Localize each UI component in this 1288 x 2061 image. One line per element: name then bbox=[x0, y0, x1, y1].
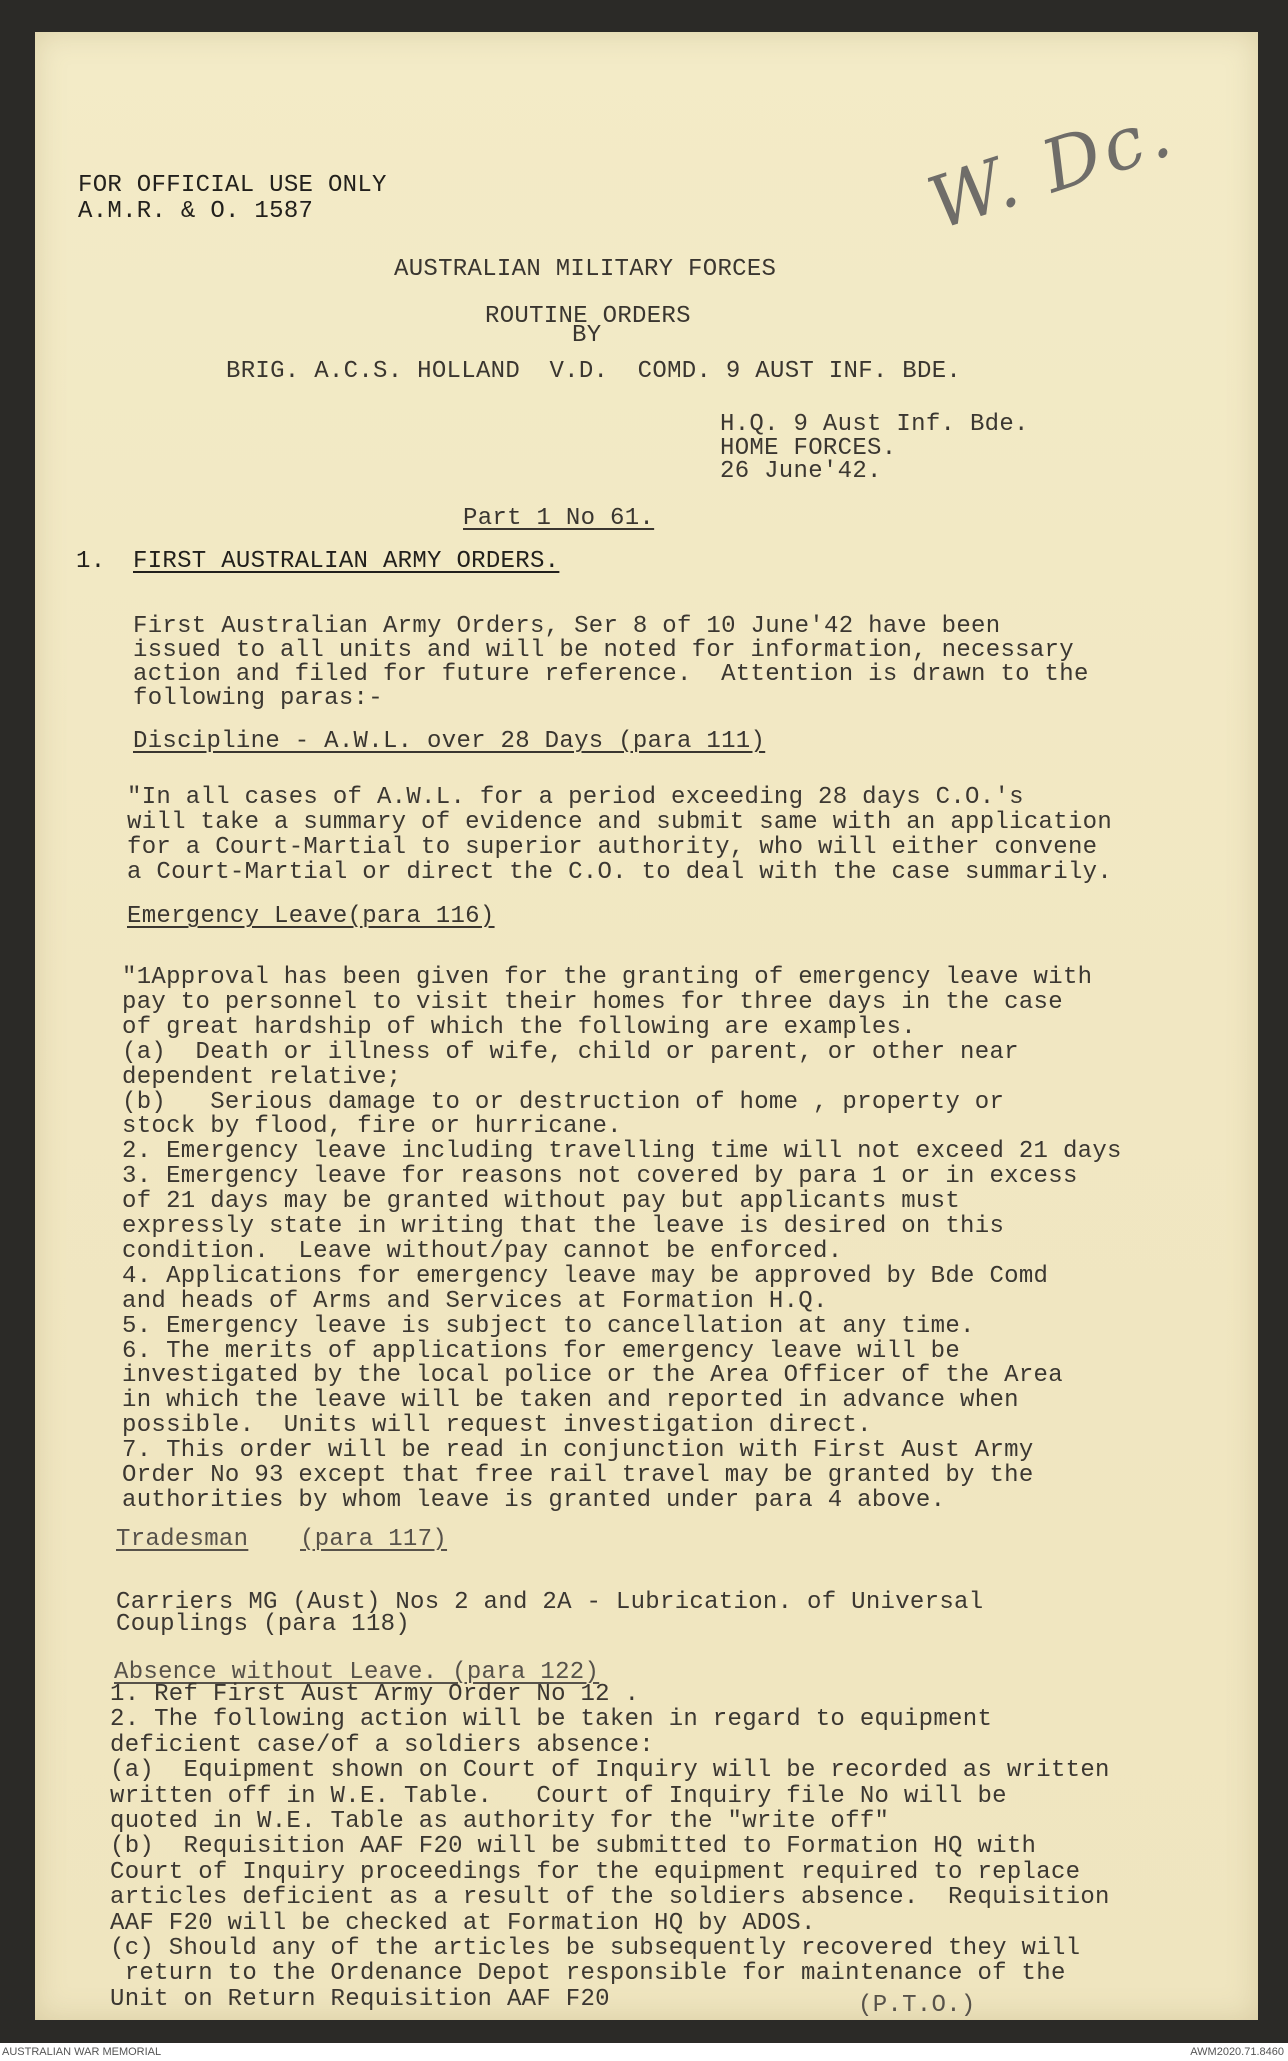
text-line: "1Approval has been given for the granting of emergency leave with bbox=[122, 964, 1093, 991]
text-line: investigated by the local police or the Area Officer of the Area bbox=[122, 1362, 1063, 1390]
text-line: "In all cases of A.W.L. for a period exceeding 28 days C.O.'s bbox=[127, 784, 1024, 811]
text-line: articles deficient as a result of the soldiers absence. Requisition bbox=[110, 1884, 1110, 1912]
text-line: 2. The following action will be taken in regard to equipment bbox=[110, 1706, 993, 1734]
text-line: issued to all units and will be noted for information, necessary bbox=[133, 637, 1074, 664]
text-line: 1. Ref First Aust Army Order No 12 . bbox=[110, 1681, 640, 1708]
section-number: 1. bbox=[76, 548, 106, 575]
text-line: 7. This order will be read in conjunction with First Aust Army bbox=[122, 1437, 1034, 1465]
text-line: for a Court-Martial to superior authority, who will either convene bbox=[127, 834, 1098, 861]
text-line: 4. Applications for emergency leave may be approved by Bde Comd bbox=[122, 1262, 1049, 1290]
text-line: condition. Leave without/pay cannot be enforced. bbox=[122, 1237, 843, 1265]
text-line: (c) Should any of the articles be subsequently recovered they will bbox=[110, 1935, 1081, 1962]
text-line: written off in W.E. Table. Court of Inquiry file No will be bbox=[110, 1782, 1007, 1810]
text-line: (a) Equipment shown on Court of Inquiry will be recorded as written bbox=[110, 1757, 1110, 1785]
text-line: possible. Units will request investigation direct. bbox=[122, 1412, 872, 1440]
text-line: Couplings (para 118) bbox=[116, 1611, 411, 1638]
document-reference: A.M.R. & O. 1587 bbox=[78, 198, 314, 225]
text-line: return to the Ordenance Depot responsible for maintenance of the bbox=[110, 1960, 1066, 1988]
tradesman-heading: Tradesman bbox=[116, 1526, 249, 1553]
text-line: 3. Emergency leave for reasons not covered by para 1 or in excess bbox=[122, 1163, 1078, 1191]
forces-title: AUSTRALIAN MILITARY FORCES bbox=[394, 256, 777, 283]
text-line: (a) Death or illness of wife, child or parent, or other near bbox=[122, 1038, 1019, 1066]
text-line: authorities by whom leave is granted under para 4 above. bbox=[122, 1486, 946, 1514]
text-line: expressly state in writing that the leave is desired on this bbox=[122, 1213, 1005, 1240]
text-line: First Australian Army Orders, Ser 8 of 10 June'42 have been bbox=[133, 613, 1001, 640]
text-line: of 21 days may be granted without pay but applicants must bbox=[122, 1188, 961, 1216]
commander-line: BRIG. A.C.S. HOLLAND V.D. COMD. 9 AUST INF. BDE. bbox=[226, 358, 962, 385]
part-number: Part 1 No 61. bbox=[463, 505, 655, 532]
absence-heading: Absence without Leave. (para 122) bbox=[114, 1659, 600, 1686]
text-line: stock by flood, fire or hurricane. bbox=[122, 1113, 622, 1141]
text-line: of great hardship of which the following are examples. bbox=[122, 1013, 916, 1041]
text-line: pay to personnel to visit their homes for three days in the case bbox=[122, 988, 1063, 1016]
text-line: H.Q. 9 Aust Inf. Bde. bbox=[720, 411, 1029, 438]
text-line: deficient case/of a soldiers absence: bbox=[110, 1731, 654, 1759]
footer-accession-number: AWM2020.71.8460 bbox=[1190, 2046, 1284, 2058]
text-line: 5. Emergency leave is subject to cancellation at any time. bbox=[122, 1312, 975, 1340]
text-line: 2. Emergency leave including travelling time will not exceed 21 days bbox=[122, 1138, 1122, 1166]
text-line: 26 June'42. bbox=[720, 458, 882, 485]
text-line: will take a summary of evidence and submit same with an application bbox=[127, 809, 1113, 836]
text-line: Order No 93 except that free rail travel may be granted by the bbox=[122, 1462, 1034, 1489]
official-use-label: FOR OFFICIAL USE ONLY bbox=[78, 172, 387, 199]
text-line: (b) Serious damage to or destruction of home , property or bbox=[122, 1088, 1005, 1116]
by-label: BY bbox=[572, 322, 602, 349]
emergency-leave-heading: Emergency Leave(para 116) bbox=[127, 903, 495, 930]
text-line: following paras:- bbox=[133, 685, 383, 712]
text-line: action and filed for future reference. Attention is drawn to the bbox=[133, 661, 1089, 688]
text-line: Unit on Return Requisition AAF F20 bbox=[110, 1985, 610, 2013]
routine-orders-title: ROUTINE ORDERS bbox=[485, 303, 691, 330]
handwritten-annotation: W. Dc. bbox=[918, 88, 1184, 246]
text-line: quoted in W.E. Table as authority for the "write off" bbox=[110, 1808, 890, 1835]
text-line: dependent relative; bbox=[122, 1063, 402, 1091]
text-line: Carriers MG (Aust) Nos 2 and 2A - Lubrication. of Universal bbox=[116, 1589, 984, 1616]
discipline-heading: Discipline - A.W.L. over 28 Days (para 111) bbox=[133, 728, 766, 755]
text-line: HOME FORCES. bbox=[720, 434, 897, 462]
tradesman-para: (para 117) bbox=[300, 1526, 448, 1553]
footer-source: AUSTRALIAN WAR MEMORIAL bbox=[2, 2046, 162, 2058]
text-line: a Court-Martial or direct the C.O. to deal with the case summarily. bbox=[127, 859, 1113, 886]
text-line: and heads of Arms and Services at Formation H.Q. bbox=[122, 1287, 828, 1315]
section-heading: FIRST AUSTRALIAN ARMY ORDERS. bbox=[133, 548, 560, 575]
text-line: (b) Requisition AAF F20 will be submitted to Formation HQ with bbox=[110, 1833, 1037, 1861]
text-line: AAF F20 will be checked at Formation HQ by ADOS. bbox=[110, 1909, 816, 1937]
text-line: Court of Inquiry proceedings for the equipment required to replace bbox=[110, 1858, 1081, 1886]
text-line: 6. The merits of applications for emergency leave will be bbox=[122, 1337, 961, 1365]
text-line: in which the leave will be taken and reported in advance when bbox=[122, 1387, 1019, 1415]
footer-bar bbox=[0, 2043, 1288, 2061]
please-turn-over: (P.T.O.) bbox=[858, 1992, 976, 2019]
